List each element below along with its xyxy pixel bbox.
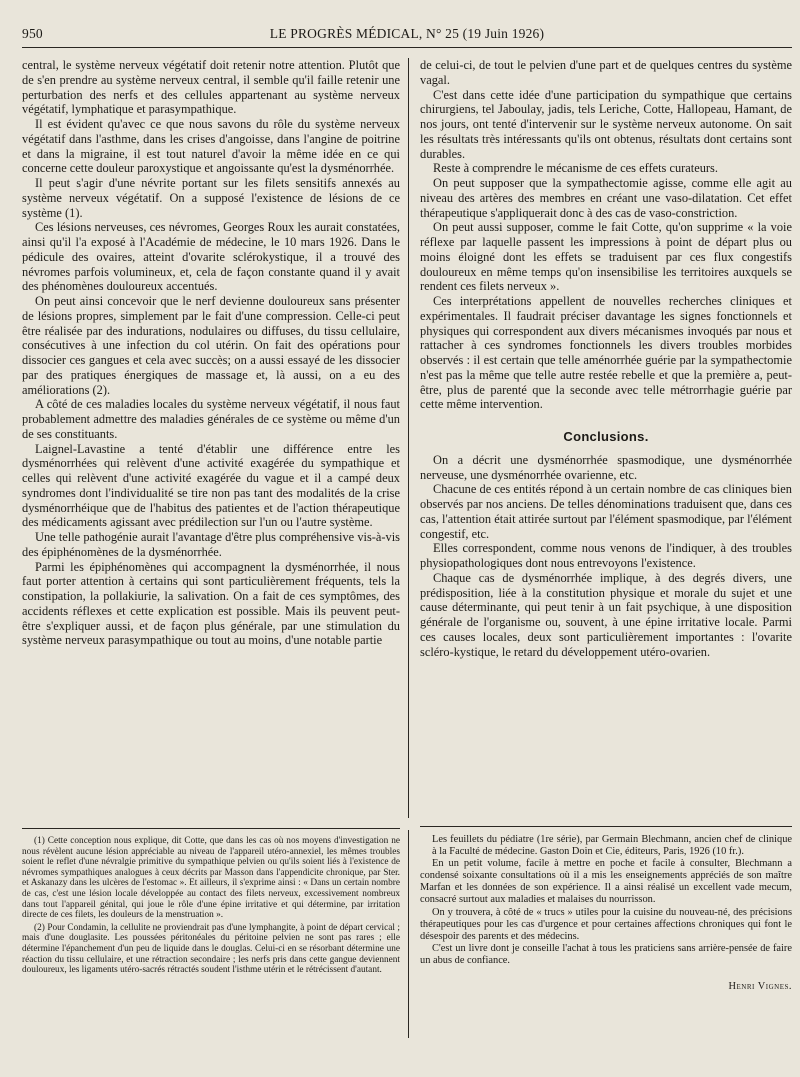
- paragraph: Ces lésions nerveuses, ces névromes, Georges Roux les aurait constatées, ainsi qu'il l'a exposé à l'Académie de médecine, le 10 mars 1926. Dans le pédicule des ovaires, atteint d'ovarite sclérokystique, il a trouvé des névromes parfois volumineux, et, cela de façon constante quand il y avait des phénomènes douloureux accentués.: [22, 220, 400, 294]
- paragraph: Parmi les épiphénomènes qui accompagnent la dysménorrhée, il nous faut porter attention à certains qui sont particulièrement fréquents, tels la constipation, la pollakiurie, la salivation. On a fait de ces symptômes, des accidents réflexes et cette explication est possible. Mais ils peuvent peut-être s'expliquer aussi, et de façon plus générale, par une stimulation du système nerveux parasympathique ou tout au moins, d'une notable partie: [22, 559, 400, 648]
- paragraph: C'est un livre dont je conseille l'achat à tous les praticiens sans arrière-pensée de faire un abus de confiance.: [420, 942, 792, 966]
- right-column: [420, 58, 792, 659]
- section-heading-conclusions: Conclusions.: [563, 429, 649, 444]
- paragraph: Il peut s'agir d'une névrite portant sur les filets sensitifs annexés au système nerveux végétatif. On a supposé l'existence de lésions de ce système (1).: [22, 176, 400, 220]
- paragraph: On peut aussi supposer, comme le fait Cotte, qu'on supprime « la voie réflexe par laquelle passent les impressions à point de départ plus ou moins éloigné dont les effets se traduisent par ces flux congestifs douloureux en même temps qu'on insensibilise les territoires auxquels se rendent ces filets nerveux ».: [420, 220, 792, 294]
- page-number: 950: [22, 26, 43, 41]
- paragraph: On y trouvera, à côté de « trucs » utiles pour la cuisine du nouveau-né, des précisions thérapeutiques pour les cas d'urgence et pour certaines affections chroniques qui font le désespoir des parents et des médecins.: [420, 906, 792, 942]
- review-signature: Henri Vignes.: [728, 981, 792, 993]
- paragraph: Chaque cas de dysménorrhée implique, à des degrés divers, une prédisposition, liée à la constitution physique et morale du sujet et une cause déterminante, qui peut tenir à un fait psychique, à une disposition générale de l'organisme ou, souvent, à une épine irritative locale. Parmi ces causes locales, deux sont particulièrement importantes : l'ovarite scléro-kystique, le retard du développement utéro-ovarien.: [420, 570, 792, 659]
- column-divider-bottom: [408, 830, 409, 1038]
- footnotes: [22, 836, 400, 978]
- book-review: [420, 834, 792, 993]
- journal-title: LE PROGRÈS MÉDICAL, N° 25 (19 Juin 1926): [269, 26, 545, 41]
- paragraph: C'est dans cette idée d'une participation du sympathique que certains chirurgiens, tel Jaboulay, jadis, tels Leriche, Cotte, Hallopeau, Hamant, de nos jours, ont tenté d'intervenir sur le système nerveux autonome. On sait les résultats très intéressants qu'ils ont obtenus, résultats dont certains sont durables.: [420, 87, 792, 161]
- footnote: (1) Cette conception nous explique, dit Cotte, que dans les cas où nos moyens d'investigation ne nous révèlent aucune lésion appréciable au niveau de l'appareil utéro-annexiel, les mêmes troubles soient le reflet d'une névralgie primitive du sympathique pelvien ou qu'ils soient liés à l'existence de névromes sympathiques analogues à ceux décrits par Masson dans l'appendicite chronique, par Ster. et Askanazy dans les ulcères de l'estomac ». Et ailleurs, il s'exprime ainsi : « Dans un certain nombre de cas, c'est une lésion locale développée au contact des filets nerveux, excessivement nombreux dans tout l'appareil génital, qui joue le rôle d'une épine irritative et qui détermine, par irritation directe de ces filets, les douleurs de la menstruation ».: [22, 836, 400, 921]
- paragraph: En un petit volume, facile à mettre en poche et facile à consulter, Blechmann a condensé soixante consultations où il a mis les enseignements appréciés de son maître Marfan et les données de son expérience. Il a ainsi réalisé un excellent vade mecum, consacré surtout aux maladies et malaises du nourrisson.: [420, 858, 792, 906]
- paragraph: Il est évident qu'avec ce que nous savons du rôle du système nerveux végétatif dans l'asthme, dans les crises d'angoisse, dans l'angine de poitrine et dans la migraine, il est tout naturel d'avoir la même idée en ce qui concerne cette douleur paroxystique et angoissante qu'est la dysménorrhée.: [22, 117, 400, 176]
- column-divider: [408, 58, 409, 818]
- footnote: (2) Pour Condamin, la cellulite ne proviendrait pas d'une lymphangite, à point de départ cervical ; mais d'une douglasite. Les poussées péritonéales du péritoine pelvien ne sont pas rares ; elle détermine l'épanchement d'un peu de liquide dans le douglas. Celui-ci en se résorbant détermine une réaction du tissu cellulaire, et une rétraction secondaire ; les nerfs pris dans cette gangue deviennent douloureux, les ligaments utéro-sacrés rétractés soudent l'isthme utérin et le rétrécissent d'autant.: [22, 922, 400, 976]
- footnote-rule: [22, 828, 400, 829]
- paragraph: Reste à comprendre le mécanisme de ces effets curateurs.: [433, 161, 718, 176]
- running-header: [22, 26, 792, 44]
- review-rule: [420, 826, 792, 827]
- paragraph: On peut ainsi concevoir que le nerf devienne douloureux sans présenter de lésions propres, simplement par le fait d'une compression. Celle-ci peut être réalisée par des indurations, nodulaires ou diffuses, du tissu cellulaire, consécutives à une infection du col utérin. On fait des opérations pour dissocier ces gangues et cela avec succès; on a aussi essayé de les dissocier par des pratiques énergiques de massage et, là aussi, on a eu des améliorations (2).: [22, 294, 400, 397]
- paragraph: On a décrit une dysménorrhée spasmodique, une dysménorrhée nerveuse, une dysménorrhée ovarienne, etc.: [420, 452, 792, 482]
- paragraph: Ces interprétations appellent de nouvelles recherches cliniques et expérimentales. Il faudrait préciser davantage les signes fonctionnels et physiques qui correspondent aux divers mécanismes invoqués par nous et rattacher à ces syndromes fonctionnels les divers troubles morbides observés : il est certain que telle aménorrhée guérie par la sympathectomie n'est pas la même que telle autre restée rebelle et que la première a, peut-être, plus de parenté que la seconde avec telle métrorrhagie guérie par cette même intervention.: [420, 294, 792, 412]
- paragraph: Une telle pathogénie aurait l'avantage d'être plus compréhensive vis-à-vis des épiphénomènes de la dysménorrhée.: [22, 530, 400, 559]
- book-citation: Les feuillets du pédiatre (1re série), par Germain Blechmann, ancien chef de clinique à la Faculté de médecine. Gaston Doin et Cie, éditeurs, Paris, 1926 (10 fr.).: [432, 834, 792, 858]
- header-rule: [22, 47, 792, 48]
- paragraph: Elles correspondent, comme nous venons de l'indiquer, à des troubles physiopathologiques dont nous entrevoyons l'existence.: [420, 541, 792, 570]
- paragraph: A côté de ces maladies locales du système nerveux végétatif, il nous faut probablement admettre des maladies générales de ce système ou même d'un de ses constituants.: [22, 397, 400, 441]
- paragraph: central, le système nerveux végétatif doit retenir notre attention. Plutôt que de s'en prendre au système nerveux central, il semble qu'il faille retenir une perturbation des nerfs et des cellules appartenant au système nerveux végétatif, lymphatique et parasympathique.: [22, 58, 400, 117]
- paragraph: de celui-ci, de tout le pelvien d'une part et de quelques centres du système vagal.: [420, 58, 792, 87]
- left-column: [22, 58, 400, 648]
- paragraph: On peut supposer que la sympathectomie agisse, comme elle agit au niveau des artères des membres en créant une vaso-dilatation. Cet effet thérapeutique s'appliquerait donc à des cas de vaso-constriction.: [420, 176, 792, 220]
- paragraph: Chacune de ces entités répond à un certain nombre de cas cliniques bien observés par nos anciens. De telles dénominations traduisent que, dans ces cas, l'attention était attirée surtout par l'élément spasmodique, par l'élément congestif, etc.: [420, 482, 792, 541]
- paragraph: Laignel-Lavastine a tenté d'établir une différence entre les dysménorrhées qui relèvent d'une activité exagérée du sympathique et celles qui relèvent d'une activité exagérée du vague et il a campé deux syndromes dont l'individualité se tire non pas tant des modalités de la crise dysménorrhéique que de l'habitus des patientes et de l'action thérapeutique des médicaments agissant avec prédilection sur l'un ou l'autre système.: [22, 441, 400, 530]
